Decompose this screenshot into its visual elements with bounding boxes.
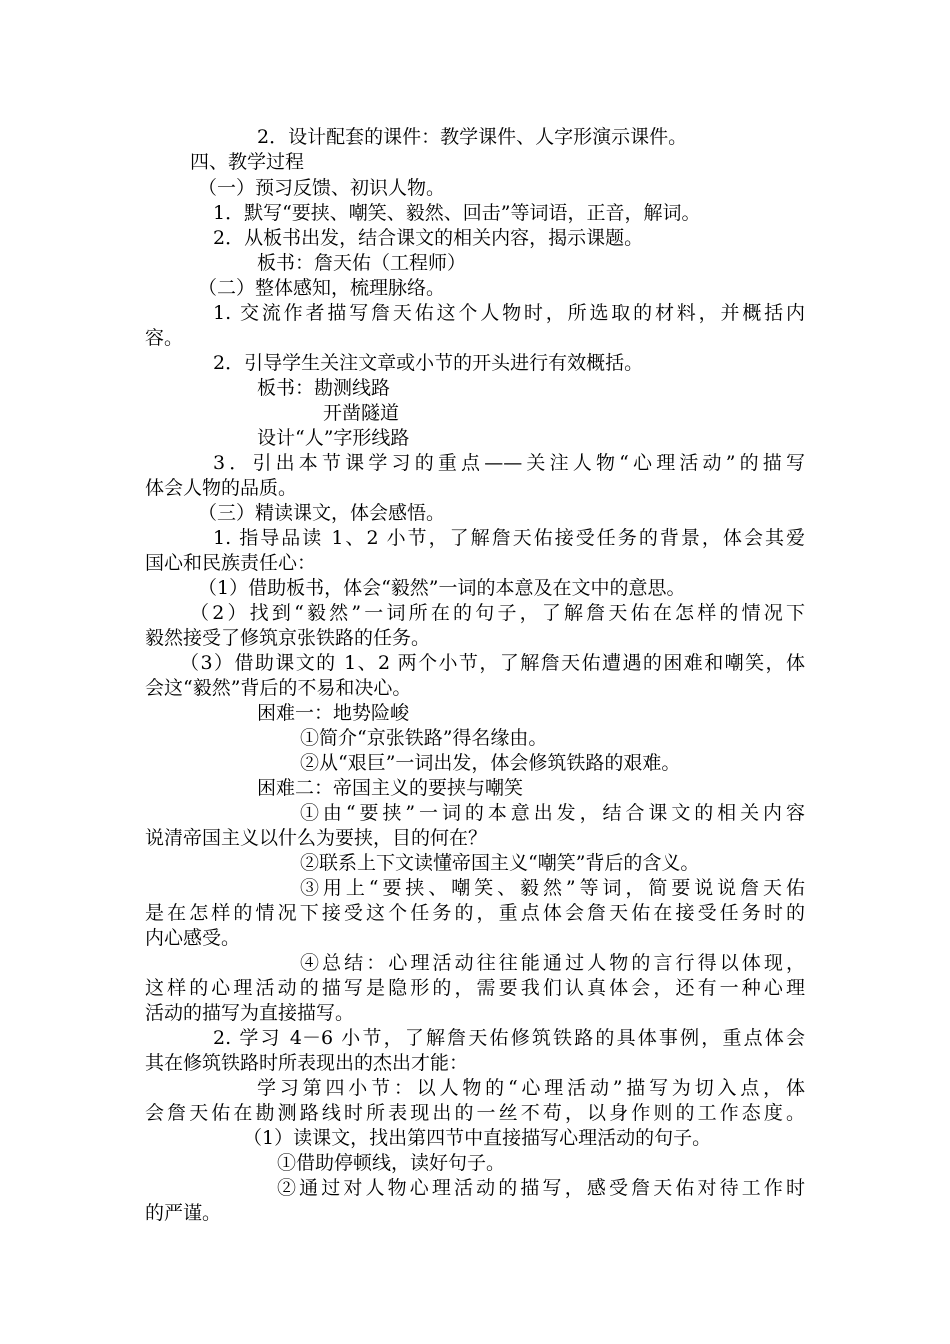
text-line: 2. 学习 4－6 小节，了解詹天佑修筑铁路的具体事例，重点体会 — [213, 1027, 805, 1049]
text-line: 容。 — [145, 327, 184, 349]
board-note: 设计“人”字形线路 — [257, 427, 410, 449]
text-line: 1. 交流作者描写詹天佑这个人物时，所选取的材料，并概括内 — [213, 302, 805, 324]
text-line: 困难一：地势险峻 — [257, 702, 410, 724]
text-line: 这样的心理活动的描写是隐形的，需要我们认真体会，还有一种心理 — [145, 977, 805, 999]
text-line: ④总结：心理活动往往能通过人物的言行得以体现， — [300, 952, 805, 974]
text-line: 学习第四小节：以人物的“心理活动”描写为切入点，体 — [257, 1077, 805, 1099]
subsection-heading: （一）预习反馈、初识人物。 — [198, 177, 446, 199]
text-line: 2．引导学生关注文章或小节的开头进行有效概括。 — [213, 352, 644, 374]
text-line: ①借助停顿线，读好句子。 — [277, 1152, 506, 1174]
text-line: 其在修筑铁路时所表现出的杰出才能： — [145, 1052, 469, 1074]
text-line: 体会人物的品质。 — [145, 477, 298, 499]
text-line: （1）借助板书，体会“毅然”一词的本意及在文中的意思。 — [198, 577, 686, 599]
text-line: 的严谨。 — [145, 1202, 222, 1224]
text-line: 毅然接受了修筑京张铁路的任务。 — [145, 627, 431, 649]
text-line: 2．从板书出发，结合课文的相关内容，揭示课题。 — [213, 227, 644, 249]
text-line: 会这“毅然”背后的不易和决心。 — [145, 677, 412, 699]
text-line: ②从“艰巨”一词出发，体会修筑铁路的艰难。 — [300, 752, 681, 774]
text-line: （3）借助课文的 1、2 两个小节，了解詹天佑遭遇的困难和嘲笑，体 — [180, 652, 805, 674]
text-line: 是在怎样的情况下接受这个任务的，重点体会詹天佑在接受任务时的 — [145, 902, 805, 924]
text-line: 3．引出本节课学习的重点——关注人物“心理活动”的描写 — [213, 452, 805, 474]
text-line: （1）读课文，找出第四节中直接描写心理活动的句子。 — [243, 1127, 712, 1149]
subsection-heading: （三）精读课文，体会感悟。 — [198, 502, 446, 524]
text-line: ②通过对人物心理活动的描写，感受詹天佑对待工作时 — [277, 1177, 805, 1199]
text-line: 国心和民族责任心： — [145, 552, 317, 574]
text-line: ①简介“京张铁路”得名缘由。 — [300, 727, 548, 749]
text-line: ③用上“要挟、嘲笑、毅然”等词，简要说说詹天佑 — [300, 877, 805, 899]
text-line: 困难二：帝国主义的要挟与嘲笑 — [257, 777, 524, 799]
text-line: 1．默写“要挟、嘲笑、毅然、回击”等词语，正音，解词。 — [213, 202, 701, 224]
board-note: 板书：勘测线路 — [257, 377, 391, 399]
text-line: （2）找到“毅然”一词所在的句子，了解詹天佑在怎样的情况下 — [190, 602, 805, 624]
text-line: ①由“要挟”一词的本意出发，结合课文的相关内容 — [300, 802, 805, 824]
text-line: 会詹天佑在勘测路线时所表现出的一丝不苟，以身作则的工作态度。 — [145, 1102, 805, 1124]
text-line: 2．设计配套的课件：教学课件、人字形演示课件。 — [257, 126, 688, 148]
section-heading: 四、教学过程 — [190, 151, 305, 173]
board-note: 开凿隧道 — [323, 402, 400, 424]
text-line: 1. 指导品读 1、2 小节，了解詹天佑接受任务的背景，体会其爱 — [213, 527, 805, 549]
text-line: 内心感受。 — [145, 927, 241, 949]
subsection-heading: （二）整体感知，梳理脉络。 — [198, 277, 446, 299]
text-line: ②联系上下文读懂帝国主义“嘲笑”背后的含义。 — [300, 852, 700, 874]
text-line: 说清帝国主义以什么为要挟，目的何在？ — [145, 827, 488, 849]
text-line: 活动的描写为直接描写。 — [145, 1002, 355, 1024]
board-note: 板书：詹天佑（工程师） — [257, 252, 467, 274]
